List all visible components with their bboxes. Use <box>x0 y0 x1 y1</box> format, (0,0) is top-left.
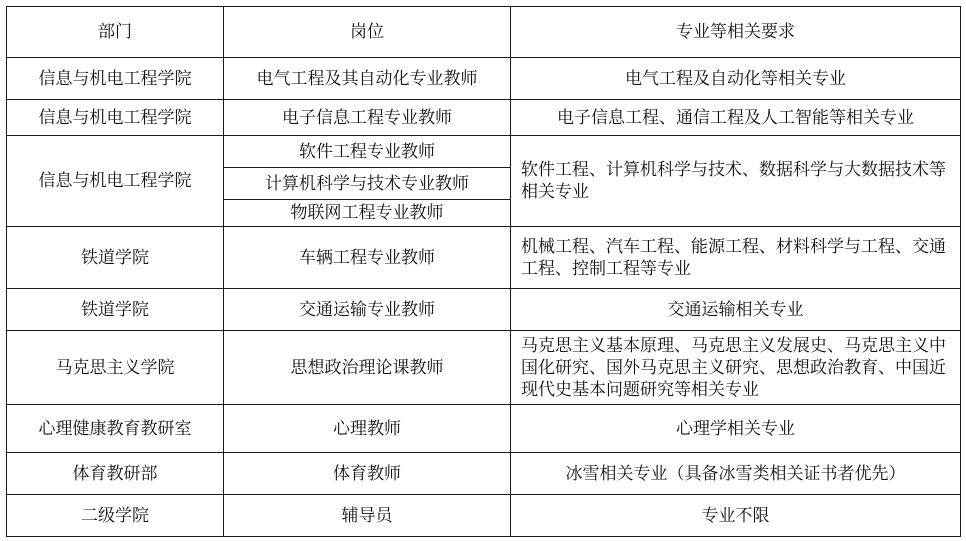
department-cell: 铁道学院 <box>7 227 224 289</box>
position-cell: 思想政治理论课教师 <box>224 331 511 405</box>
position-cell: 软件工程专业教师 <box>224 136 511 168</box>
job-requirements-table-container <box>6 6 960 537</box>
department-cell: 信息与机电工程学院 <box>7 136 224 227</box>
department-cell: 心理健康教育教研室 <box>7 405 224 453</box>
table-row <box>7 227 961 289</box>
table-row <box>7 289 961 331</box>
position-cell: 电气工程及其自动化专业教师 <box>224 58 511 100</box>
header-department: 部门 <box>7 7 224 58</box>
table-row <box>7 58 961 100</box>
header-position: 岗位 <box>224 7 511 58</box>
requirements-cell: 电子信息工程、通信工程及人工智能等相关专业 <box>511 100 961 136</box>
requirements-cell: 专业不限 <box>511 495 961 537</box>
table-row <box>7 136 961 168</box>
header-requirements: 专业等相关要求 <box>511 7 961 58</box>
position-cell: 辅导员 <box>224 495 511 537</box>
department-cell: 二级学院 <box>7 495 224 537</box>
requirements-cell: 电气工程及自动化等相关专业 <box>511 58 961 100</box>
position-cell: 电子信息工程专业教师 <box>224 100 511 136</box>
position-cell: 物联网工程专业教师 <box>224 200 511 227</box>
table-row <box>7 495 961 537</box>
table-row <box>7 453 961 495</box>
department-cell: 体育教研部 <box>7 453 224 495</box>
job-requirements-table <box>6 6 961 537</box>
requirements-cell: 马克思主义基本原理、马克思主义发展史、马克思主义中国化研究、国外马克思主义研究、思想政治教育、中国近现代史基本问题研究等相关专业 <box>511 331 961 405</box>
department-cell: 信息与机电工程学院 <box>7 58 224 100</box>
requirements-cell: 机械工程、汽车工程、能源工程、材料科学与工程、交通工程、控制工程等专业 <box>511 227 961 289</box>
department-cell: 信息与机电工程学院 <box>7 100 224 136</box>
requirements-cell: 软件工程、计算机科学与技术、数据科学与大数据技术等相关专业 <box>511 136 961 227</box>
position-cell: 车辆工程专业教师 <box>224 227 511 289</box>
table-row <box>7 331 961 405</box>
table-header-row <box>7 7 961 58</box>
department-cell: 铁道学院 <box>7 289 224 331</box>
requirements-cell: 交通运输相关专业 <box>511 289 961 331</box>
department-cell: 马克思主义学院 <box>7 331 224 405</box>
position-cell: 计算机科学与技术专业教师 <box>224 168 511 200</box>
table-row <box>7 405 961 453</box>
position-cell: 交通运输专业教师 <box>224 289 511 331</box>
requirements-cell: 冰雪相关专业（具备冰雪类相关证书者优先） <box>511 453 961 495</box>
position-cell: 体育教师 <box>224 453 511 495</box>
position-cell: 心理教师 <box>224 405 511 453</box>
requirements-cell: 心理学相关专业 <box>511 405 961 453</box>
table-row <box>7 100 961 136</box>
